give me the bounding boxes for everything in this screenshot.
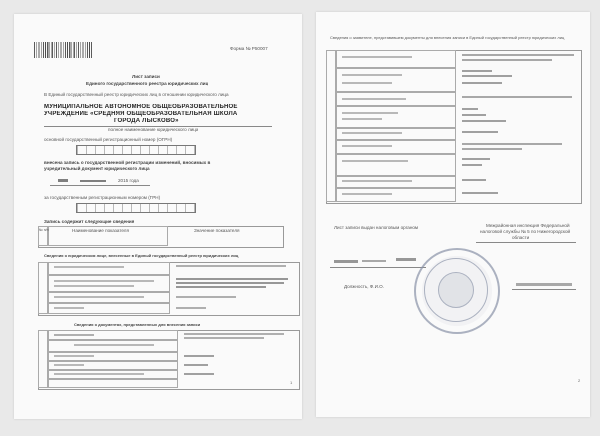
entry-text-line2: учредительный документ юридического лица — [44, 166, 150, 171]
org-name-line1: МУНИЦИПАЛЬНОЕ АВТОНОМНОЕ ОБЩЕОБРАЗОВАТЕЛЬНОЕ — [44, 104, 238, 110]
org-name-line3: ГОРОДА ЛЫСКОВО» — [114, 118, 179, 124]
form-code: Форма № Р50007 — [230, 46, 268, 51]
right-page — [316, 12, 590, 417]
issuer-line3: области — [512, 235, 530, 240]
table1-header-no: № п/п — [39, 228, 49, 232]
org-name-line2: УЧРЕЖДЕНИЕ «СРЕДНЯЯ ОБЩЕОБРАЗОВАТЕЛЬНАЯ ШКОЛА — [44, 111, 238, 117]
section3-title: Сведения о документах, представленных для внесения записи — [74, 322, 201, 327]
issuer-line1: Межрайонная инспекция Федеральной — [486, 223, 570, 228]
entry-text-line1: внесена запись о государственной регистрации изменений, вносимых в — [44, 160, 211, 165]
grn-boxes — [76, 203, 196, 213]
applicant-header: Сведения о заявителе, представившем документы для внесения записи в Единый государственный реестр юридических лиц — [330, 36, 565, 40]
date-day-handwritten — [58, 179, 68, 182]
issued-by-label: Лист записи выдан налоговым органом — [334, 225, 419, 230]
section2-title: Сведения о юридическом лице, внесенные в Единый государственный реестр юридических лиц — [44, 253, 239, 258]
barcode — [34, 42, 92, 58]
ogrn-label: основной государственный регистрационный номер (ОГРН) — [44, 137, 173, 142]
document-title: Лист записи — [132, 74, 160, 79]
section1-title: Запись содержит следующие сведения — [44, 219, 135, 224]
ogrn-boxes — [76, 145, 196, 155]
intro-text: В Единый государственный реестр юридических лиц в отношении юридического лица — [44, 92, 229, 97]
date-year: 2015 года — [118, 178, 139, 183]
table1-header-value: Значение показателя — [194, 228, 240, 233]
grn-label: за государственным регистрационным номером (ГРН) — [44, 195, 161, 200]
page-number-right: 2 — [578, 378, 581, 383]
document-subtitle: Единого государственного реестра юридических лиц — [86, 81, 209, 86]
stamp-signature-line — [516, 283, 572, 286]
official-stamp — [414, 248, 500, 334]
page-number: 1 — [290, 380, 293, 385]
name-caption: полное наименование юридического лица — [108, 127, 199, 132]
issuer-line2: налоговой службы № 5 по Нижегородской — [480, 229, 571, 234]
date-month-handwritten — [80, 180, 106, 182]
left-page — [14, 14, 302, 419]
signature-caption: Должность, Ф.И.О. — [344, 284, 385, 289]
table1-header-name: Наименование показателя — [72, 228, 129, 233]
signature-scribble — [334, 260, 358, 263]
